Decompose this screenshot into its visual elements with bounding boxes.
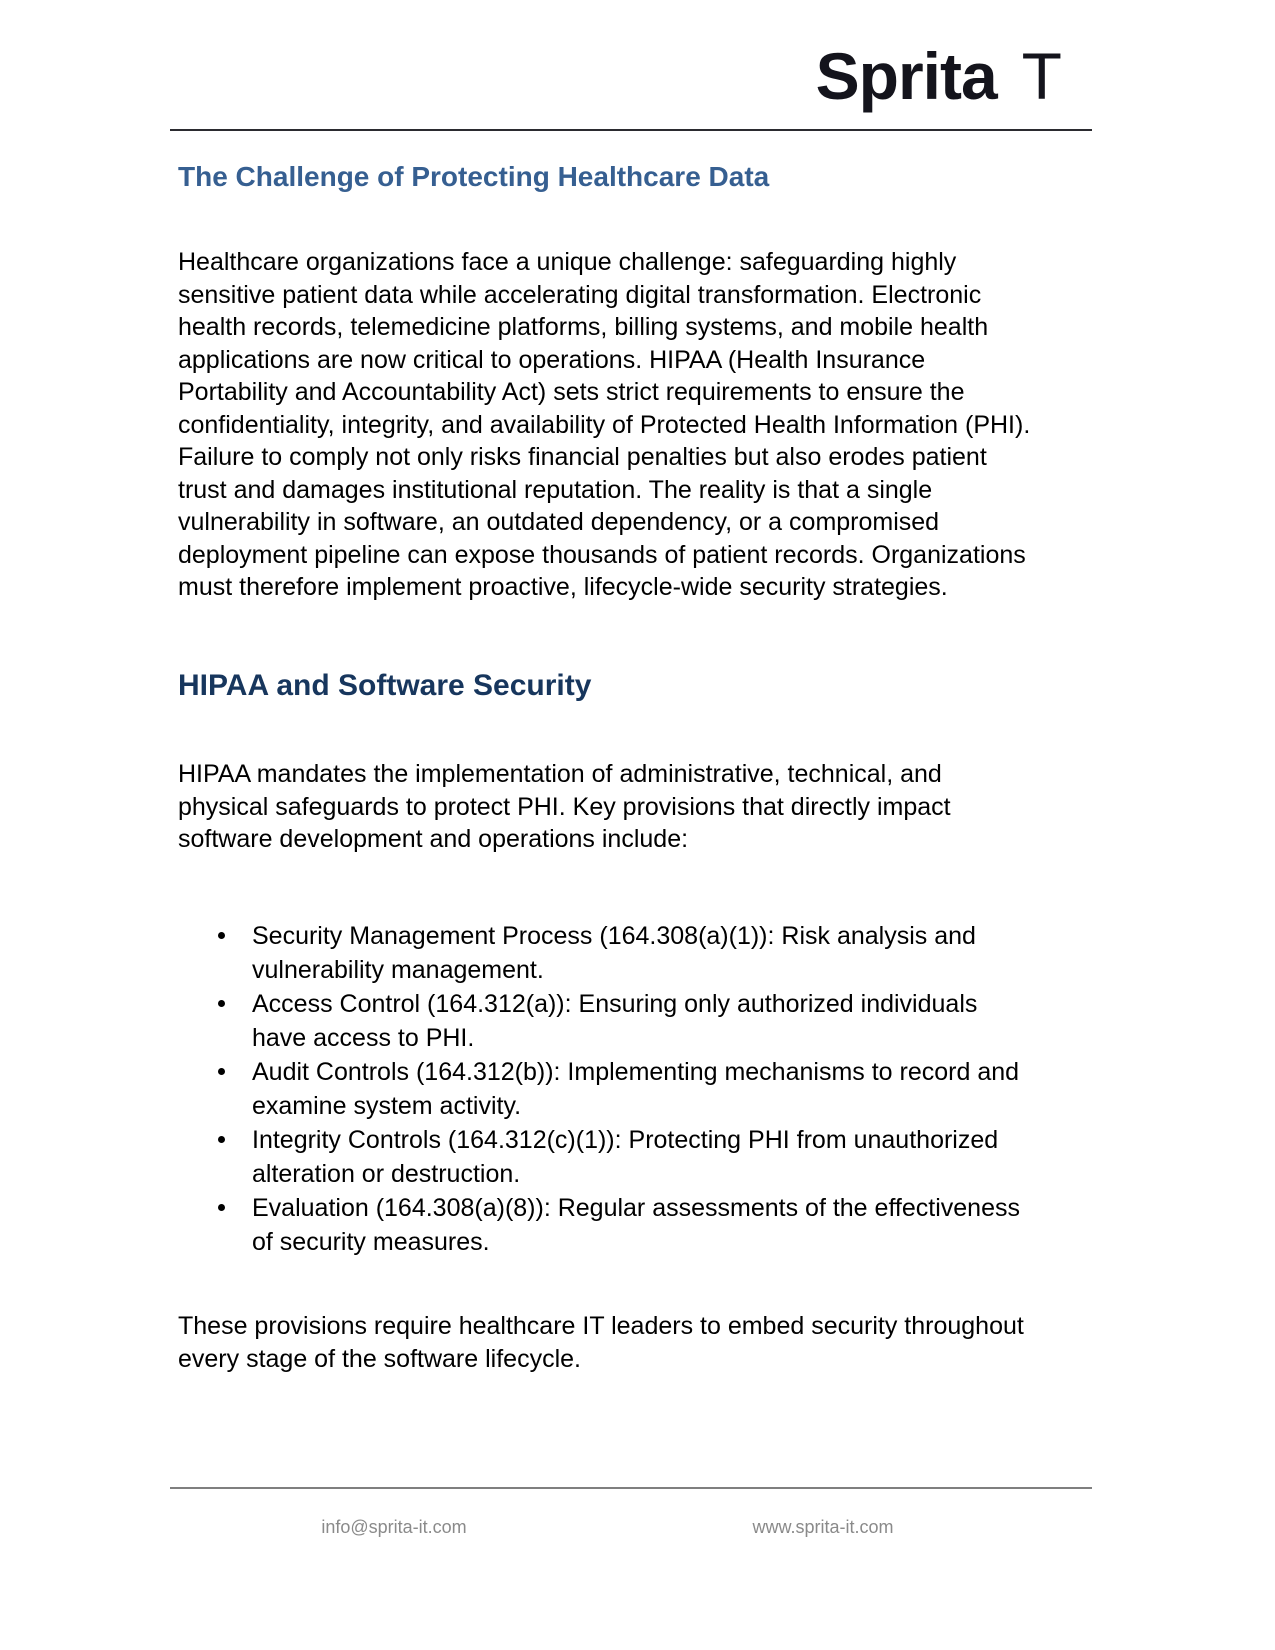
logo [815, 39, 1062, 113]
footer-website-text: www.sprita-it.com [752, 1517, 894, 1537]
bullet-icon [218, 1000, 225, 1007]
list-item [178, 919, 1036, 987]
paragraph-hipaa-intro: HIPAA mandates the implementation of administrative, technical, and physical safeguards to protect PHI. Key provisions that directly impact software development and operations include: [178, 760, 951, 853]
list-item-text: Access Control (164.312(a)): Ensuring only authorized individuals have access to PHI. [252, 990, 978, 1052]
bullet-icon [218, 1204, 225, 1211]
paragraph-closing: These provisions require healthcare IT leaders to embed security throughout every stage of the software lifecycle. [178, 1312, 1024, 1373]
footer-email-text: info@sprita-it.com [321, 1517, 467, 1537]
list-item-text: Integrity Controls (164.312(c)(1)): Protecting PHI from unauthorized alteration or destruction. [252, 1126, 999, 1188]
section-heading-hipaa-security: HIPAA and Software Security [178, 669, 592, 702]
section-heading-challenge: The Challenge of Protecting Healthcare Data [178, 161, 770, 192]
header-divider [170, 129, 1092, 131]
hipaa-provisions-list [178, 919, 1036, 1259]
list-item [178, 1055, 1036, 1123]
footer-divider [170, 1487, 1092, 1489]
logo-t-text: T [1021, 39, 1062, 113]
logo-brand-text: Sprita [815, 39, 997, 113]
list-item-text: Audit Controls (164.312(b)): Implementing mechanisms to record and examine system activity. [252, 1058, 1020, 1120]
bullet-icon [218, 932, 225, 939]
list-item-text: Security Management Process (164.308(a)(1)): Risk analysis and vulnerability management. [252, 922, 976, 984]
bullet-icon [218, 1068, 225, 1075]
list-item [178, 1191, 1036, 1259]
list-item [178, 987, 1036, 1055]
bullet-icon [218, 1136, 225, 1143]
list-item [178, 1123, 1036, 1191]
paragraph-challenge-body: Healthcare organizations face a unique challenge: safeguarding highly sensitive patient data while accelerating digital transformation. Electronic health records, telemedicine platforms, billing systems, and mobile health applications are now critical to operations. HIPAA (Health Insurance Portability and Accountability Act) sets strict requirements to ensure the confidentiality, integrity, and availability of Protected Health Information (PHI). Failure to comply not only risks financial penalties but also erodes patient trust and damages institutional reputation. The reality is that a single vulnerability in software, an outdated dependency, or a compromised deployment pipeline can expose thousands of patient records. Organizations must therefore implement proactive, lifecycle-wide security strategies. [178, 248, 1031, 601]
list-item-text: Evaluation (164.308(a)(8)): Regular assessments of the effectiveness of security measures. [252, 1194, 1020, 1256]
